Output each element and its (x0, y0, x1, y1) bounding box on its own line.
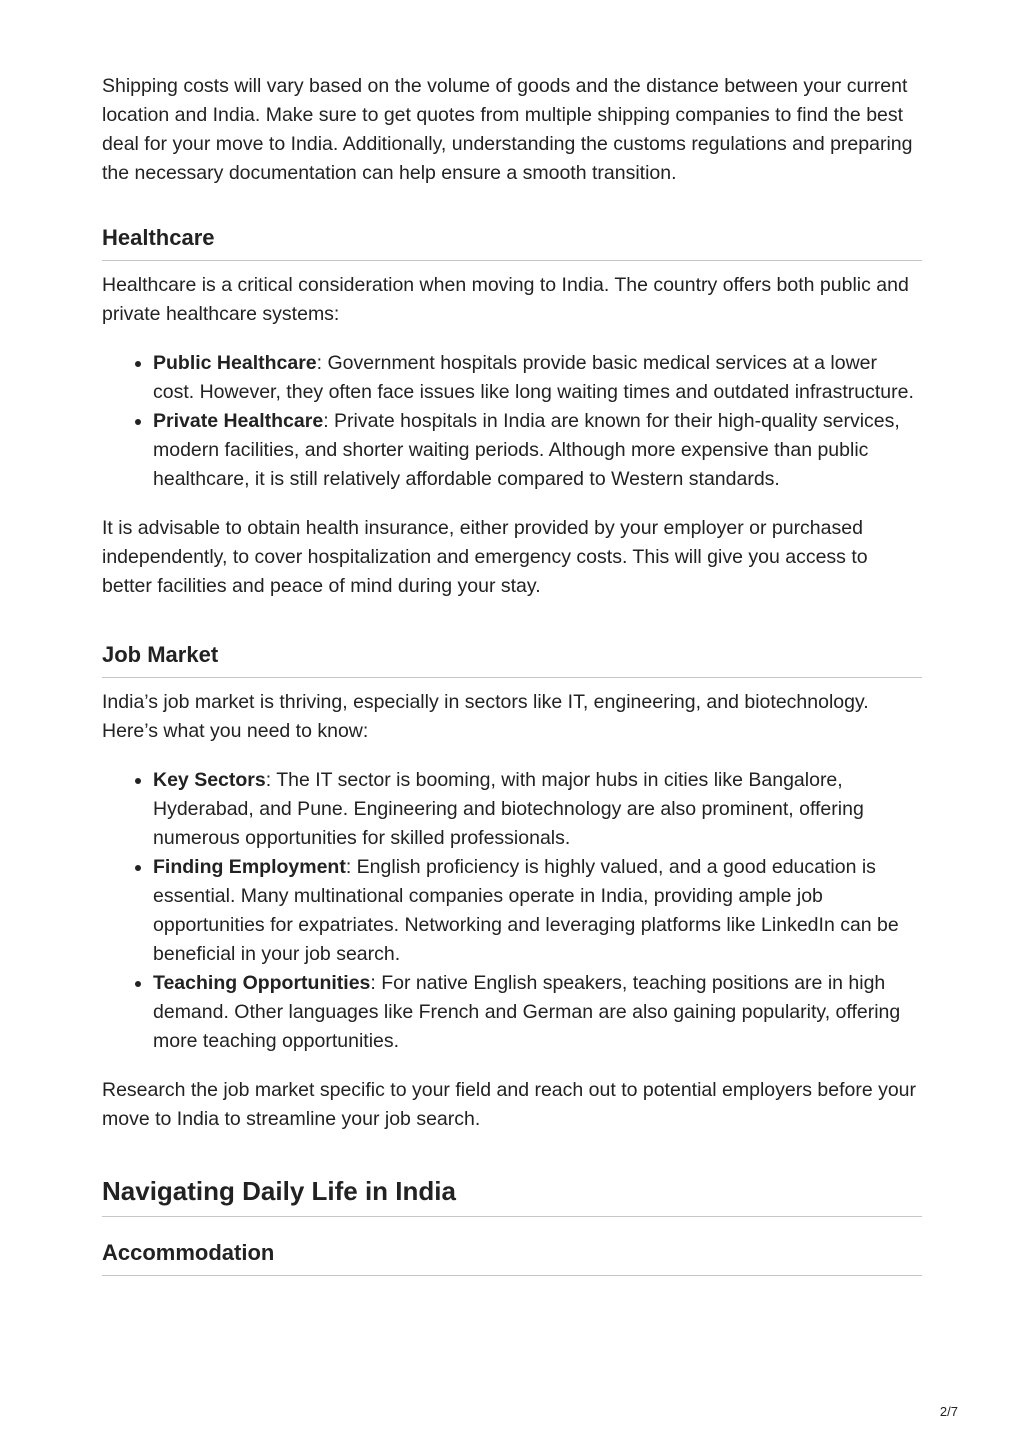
list-item (153, 349, 922, 407)
healthcare-heading: Healthcare (102, 224, 922, 261)
page-number: 2/7 (939, 1404, 958, 1419)
accommodation-heading: Accommodation (102, 1239, 922, 1276)
healthcare-outro: It is advisable to obtain health insurance, either provided by your employer or purchased independently, to cover hospitalization and emergency costs. This will give you access to better facilities and peace of mind during your stay. (102, 517, 868, 597)
list-item-text: : For native English speakers, teaching positions are in high demand. Other languages like French and German are also gaining popularity, offering more teaching opportunities. (153, 972, 901, 1052)
list-item-term: Teaching Opportunities (153, 972, 371, 994)
list-item-text: : Private hospitals in India are known for their high-quality services, modern facilities, and shorter waiting periods. Although more expensive than public healthcare, it is still relatively affordable compared to Western standards. (153, 410, 900, 490)
list-item (153, 853, 922, 969)
job-market-intro: India’s job market is thriving, especially in sectors like IT, engineering, and biotechnology. Here’s what you need to know: (102, 691, 869, 742)
job-market-heading: Job Market (102, 641, 922, 678)
list-item-term: Private Healthcare (153, 410, 324, 432)
document-content (102, 72, 922, 1276)
list-item (153, 407, 922, 494)
list-item-term: Key Sectors (153, 769, 266, 791)
list-item-term: Public Healthcare (153, 352, 317, 374)
healthcare-intro: Healthcare is a critical consideration when moving to India. The country offers both public and private healthcare systems: (102, 274, 909, 325)
daily-life-heading: Navigating Daily Life in India (102, 1174, 922, 1217)
healthcare-list (102, 349, 922, 494)
list-item (153, 969, 922, 1056)
list-item-term: Finding Employment (153, 856, 346, 878)
list-item (153, 766, 922, 853)
job-market-outro: Research the job market specific to your field and reach out to potential employers before your move to India to streamline your job search. (102, 1079, 917, 1130)
list-item-text: : Government hospitals provide basic medical services at a lower cost. However, they often face issues like long waiting times and outdated infrastructure. (153, 352, 914, 403)
intro-paragraph: Shipping costs will vary based on the volume of goods and the distance between your current location and India. Make sure to get quotes from multiple shipping companies to find the best deal for your move to India. Additionally, understanding the customs regulations and preparing the necessary documentation can help ensure a smooth transition. (102, 75, 913, 184)
list-item-text: : English proficiency is highly valued, and a good education is essential. Many multinational companies operate in India, providing ample job opportunities for expatriates. Networking and leveraging platforms like LinkedIn can be beneficial in your job search. (153, 856, 899, 965)
list-item-text: : The IT sector is booming, with major hubs in cities like Bangalore, Hyderabad, and Pune. Engineering and biotechnology are also prominent, offering numerous opportunities for skilled professionals. (153, 769, 864, 849)
job-market-list (102, 766, 922, 1056)
